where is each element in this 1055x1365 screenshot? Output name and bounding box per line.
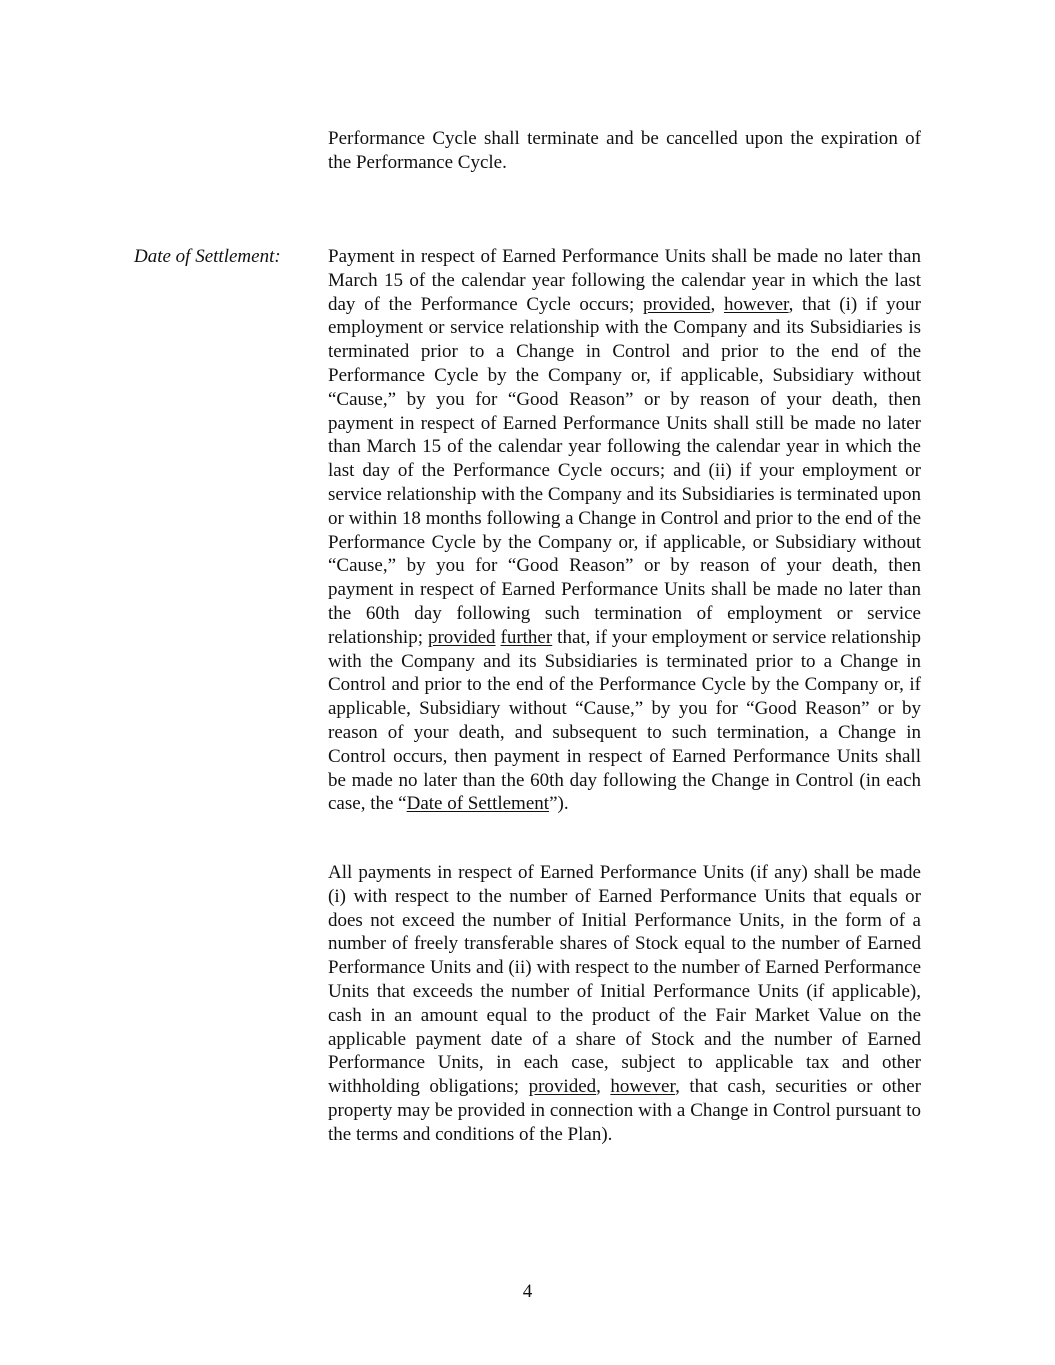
text-run: Payment in respect of Earned Performance Units shall be made no later than March 15 of the calendar year following the calendar year in which the last day of the Performance Cycle occurs; (328, 246, 921, 315)
text-run: that, if your employment or service relationship with the Company and its Subsidiaries is terminated prior to a Change in Control and prior to the end of the Performance Cycle by the Company or, if applicable, Subsidiary without “Cause,” by you for “Good Reason” or by reason of your death, and subsequent to such termination, a Change in Control occurs, then payment in respect of Earned Performance Units shall be made no later than the 60th day following the Change in Control (in each case, the “ (328, 626, 922, 815)
settlement-paragraph-1 (328, 245, 921, 816)
page-number: 4 (522, 1281, 533, 1302)
underlined-term: however (723, 293, 789, 315)
text-run: , (596, 1076, 611, 1098)
intro-paragraph: Performance Cycle shall terminate and be cancelled upon the expiration of the Performance Cycle. (328, 128, 921, 173)
underlined-term: further (500, 626, 553, 648)
text-run: , (710, 293, 724, 315)
settlement-paragraph-2 (328, 861, 921, 1147)
section-label: Date of Settlement: (134, 246, 281, 267)
underlined-term: provided (642, 293, 711, 315)
text-run: , that cash, securities or other property may be provided in connection with a Change in Control pursuant to the terms and conditions of the Plan). (328, 1076, 921, 1145)
defined-term: Date of Settlement (406, 793, 550, 815)
underlined-term: provided (427, 626, 496, 648)
underlined-term: provided (528, 1076, 597, 1098)
underlined-term: however (610, 1076, 676, 1098)
text-run: ”). (549, 793, 569, 815)
text-run: All payments in respect of Earned Performance Units (if any) shall be made (i) with respect to the number of Earned Performance Units that equals or does not exceed the number of Initial Performance Units, in the form of a number of freely transferable shares of Stock equal to the number of Earned Performance Units and (ii) with respect to the number of Earned Performance Units that exceeds the number of Initial Performance Units (if applicable), cash in an amount equal to the product of the Fair Market Value on the applicable payment date of a share of Stock and the number of Earned Performance Units, in each case, subject to applicable tax and other withholding obligations; (328, 862, 921, 1098)
text-run: , that (i) if your employment or service relationship with the Company and its Subsidiaries is terminated prior to a Change in Control and prior to the end of the Performance Cycle by the Company or, if applicable, Subsidiary without “Cause,” by you for “Good Reason” or by reason of your death, then payment in respect of Earned Performance Units shall still be made no later than March 15 of the calendar year following the calendar year in which the last day of the Performance Cycle occurs; and (ii) if your employment or service relationship with the Company and its Subsidiaries is terminated upon or within 18 months following a Change in Control and prior to the end of the Performance Cycle by the Company or, if applicable, or Subsidiary without “Cause,” by you for “Good Reason” or by reason of your death, then payment in respect of Earned Performance Units shall be made no later than the 60th day following such termination of employment or service relationship; (328, 293, 922, 648)
